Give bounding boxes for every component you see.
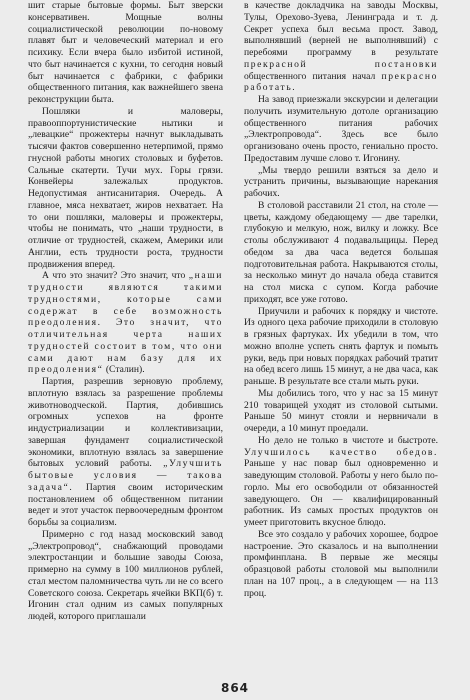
paragraph — [244, 435, 438, 529]
paragraph: Пошляки и маловеры, правооппортунистические нытики и „левацкие“ прожектеры начнут выкладывать тысячи фактов совершенно нетерпимой, прямо гнусной работы многих столовых и буфетов. Сальные скатерти. Тучи мух. Горы грязи. Конвейеры залежалых продуктов. Недопустимая антисанитария. Очередь. А главное, мяса нехватает, жиров нехватает. На то они пошляки, маловеры и прожектеры, чтобы не понимать, что „наши трудности, в отличие от трудностей, скажем, Америки или Англии, есть трудности роста, трудности продвижения вперед. — [28, 105, 223, 270]
paragraph: Примерно с год назад московский завод „Электропровод“, снабжающий проводами электростанции и большие заводы Союза, примерно на сумму в 100 миллионов рублей, стал местом паломничества чуть ли не со всего Советского союза. Секретарь ячейки ВКП(б) т. Игонин стал одним из самых популярных людей, которого приглашали — [28, 528, 223, 622]
paragraph-text: Раньше у нас повар был одновременно и заведующим столовой. Работы у него было по-горло. Мы его освободили от обязанностей заведующего. Он — квалифицированный работник. Из самых простых продуктов он умеет приготовить вкусное блюдо. — [244, 458, 438, 528]
emphasized-slogan: „Улучшить бытовые условия — такова задача“. — [28, 458, 223, 493]
emphasized-text: Улучшилось качество обедов. — [244, 446, 438, 458]
left-column — [28, 0, 223, 623]
paragraph: шит старые бытовые формы. Быт зверски консервативен. Мощные волны социалистической революции по-новому плавят быт и человеческий материал и его психику. Если вчера было избитой истиной, что быт начинается с кухни, то сегодня новый быт начинается с фабрики, с фабрики общественного питания, как важнейшего звена реконструкции быта. — [28, 0, 223, 105]
paragraph — [28, 270, 223, 376]
paragraph: В столовой расставили 21 стол, на столе — цветы, каждому обедающему — две тарелки, глубокую и мелкую, нож, вилку и ложку. Все столы обслуживают 4 подавальщицы. Перед обедом за два часа ведется большая подготовительная работа. Накрываются столы, за несколько минут до начала обеда ставится на стол миска с супом. Когда рабочие приходят, все уже готово. — [244, 199, 438, 305]
paragraph-text: Партия своим историческим постановлением об общественном питании ведет и этот участок первоочередным фронтом борьбы за социализм. — [28, 481, 223, 528]
stalin-quote: „наши трудности являются такими трудностями, которые сами содержат в себе возможность преодоления. Это значит, что отличительная черта наших трудностей состоит в том, что они сами дают нам базу для их преодоления“ — [28, 270, 223, 376]
paragraph — [244, 0, 438, 94]
emphasized-text: прекрасно работать. — [244, 70, 438, 94]
paragraph — [28, 376, 223, 529]
page-number: 864 — [220, 681, 250, 695]
paragraph-text: общественного питания начал — [244, 70, 376, 82]
paragraph: Приучили и рабочих к порядку и чистоте. Из одного цеха рабочие приходили в столовую в грязных фартуках. Их убедили в том, что можно вполне успеть снять фартук и помыть руки, ведь при новых порядках рабочий тратит на обед всего лишь 15 минут, а не два часа, как раньше. В результате все стали мыть руки. — [244, 305, 438, 387]
paragraph-text: А что это значит? Это значит, что — [42, 270, 186, 282]
quote-attribution: (Сталин). — [103, 364, 145, 376]
emphasized-text: прекрасной постановки — [244, 58, 438, 70]
paragraph: На завод приезжали экскурсии и делегации получить изумительную дотоле организацию общественного питания рабочих „Электропровода“. Здесь все было организовано очень просто, гениально просто. Предоставим лучше слово т. Игонину. — [244, 94, 438, 164]
paragraph-text: Партия, разрешив зерновую проблему, вплотную взялась за разрешение проблемы животноводческой. Партия, добившись огромных успехов на фронте индустриализации и коллективизации, завершая фундамент социалистической экономики, вплотную взялась за завершение бытовых условий работы. — [28, 376, 223, 470]
paragraph-text: Но дело не только в чистоте и быстроте. — [258, 434, 438, 446]
paragraph: Мы добились того, что у нас за 15 минут 210 товарищей уходят из столовой сытыми. Раньше 50 минут стояли и нервничали в очереди, а 10 минут проедали. — [244, 387, 438, 434]
paragraph-text: в качестве докладчика на заводы Москвы, Тулы, Орехово-Зуева, Ленинграда и т. д. Секрет успеха был весьма прост. Завод, выполнявший (верней не выполнявший) с перебоями программу в результате — [244, 0, 438, 58]
right-column — [244, 0, 438, 599]
paragraph: Все это создало у рабочих хорошее, бодрое настроение. Это сказалось и на выполнении промфинплана. В первые же месяцы образцовой работы столовой мы выполнили план на 107 проц., а в следующем — на 113 проц. — [244, 528, 438, 599]
paragraph: „Мы твердо решили взяться за дело и устранить причины, вызывающие нарекания рабочих. — [244, 164, 438, 199]
